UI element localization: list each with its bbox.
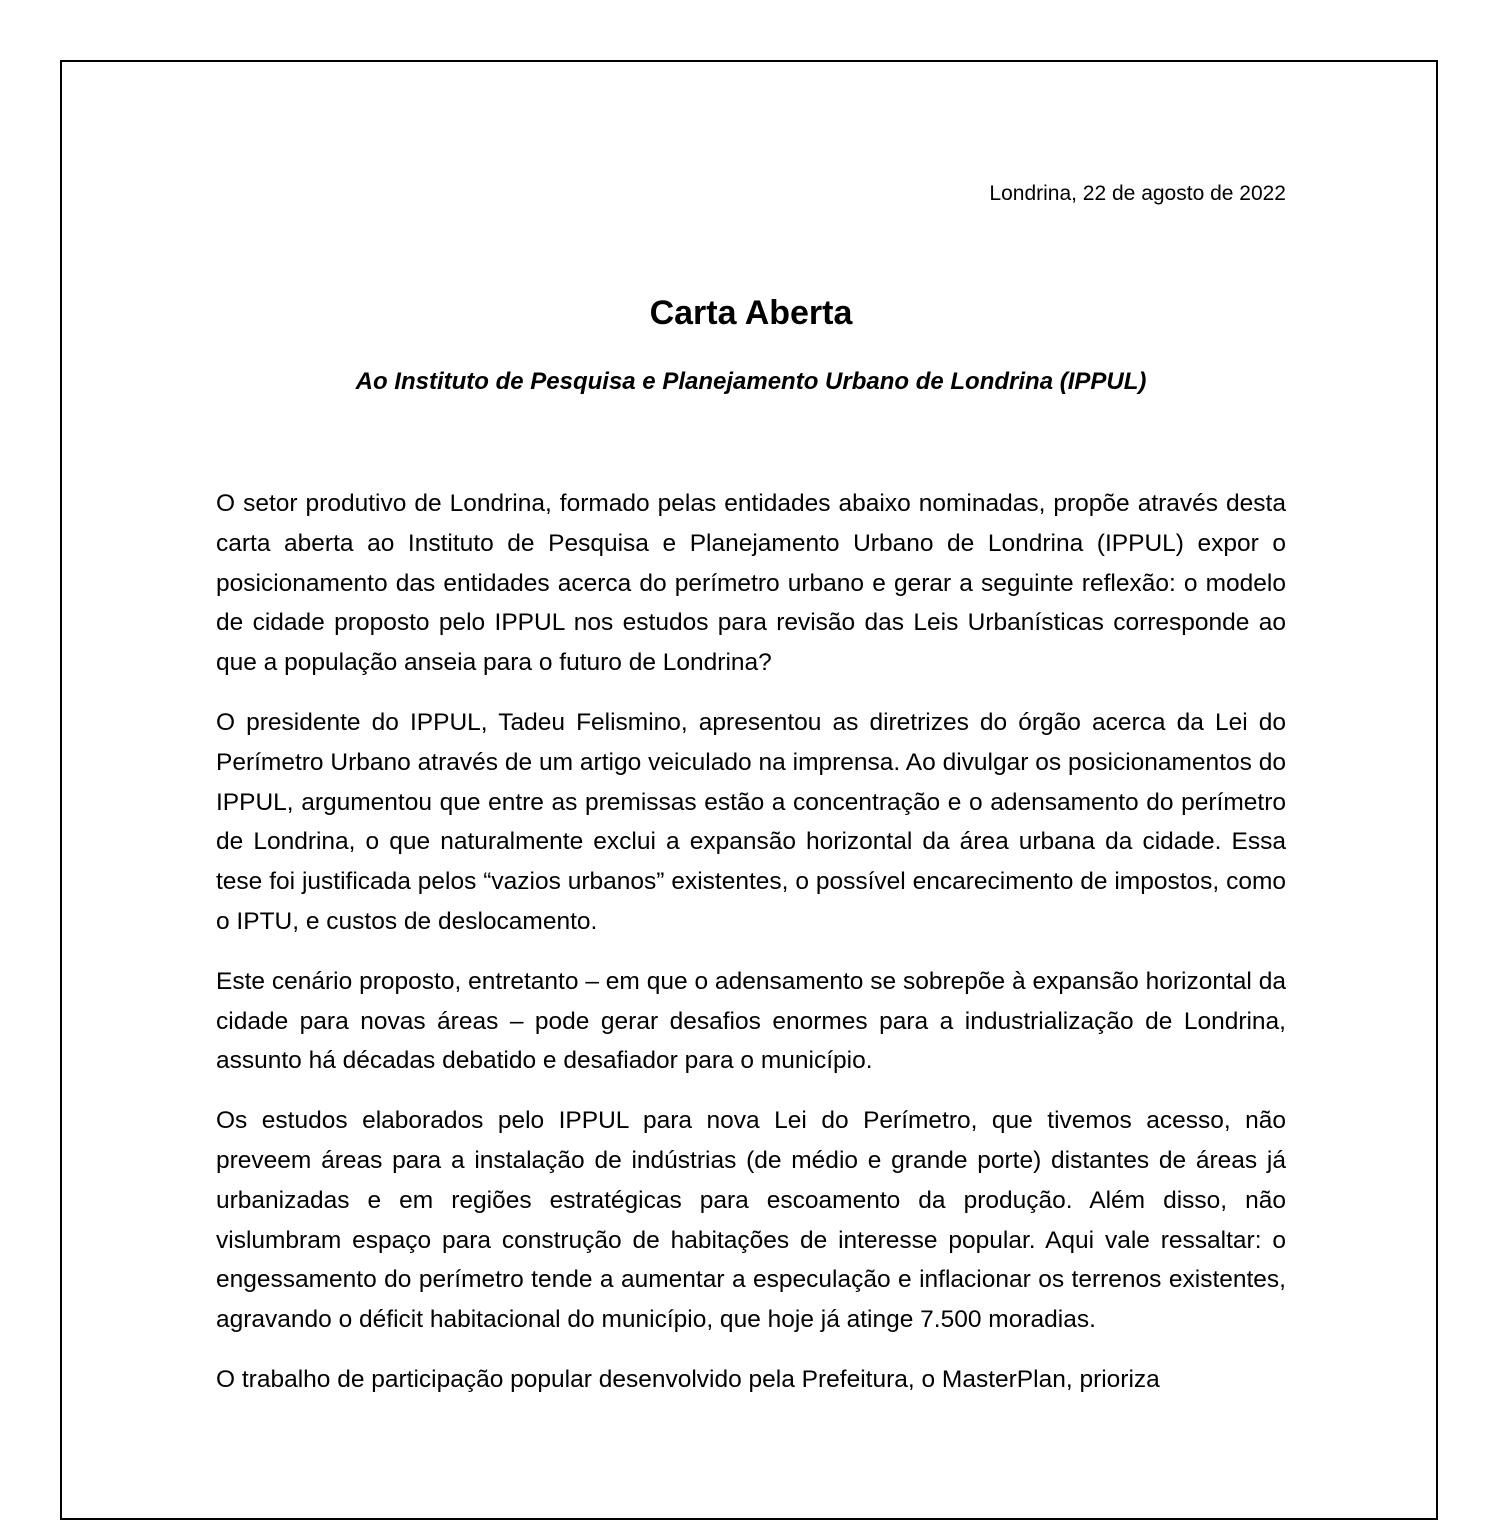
letter-subtitle: Ao Instituto de Pesquisa e Planejamento Urbano de Londrina (IPPUL) (355, 368, 1147, 395)
paragraph-4: Os estudos elaborados pelo IPPUL para nova Lei do Perímetro, que tivemos acesso, não preveem áreas para a instalação de indústrias (de médio e grande porte) distantes de áreas já urbanizadas e em regiões estratégicas para escoamento da produção. Além disso, não vislumbram espaço para construção de habitações de interesse popular. Aqui vale ressaltar: o engessamento do perímetro tende a aumentar a especulação e inflacionar os terrenos existentes, agravando o déficit habitacional do município, que hoje já atinge 7.500 moradias. (216, 1107, 1286, 1334)
letter-body (216, 484, 1286, 1420)
paragraph-5: O trabalho de participação popular desenvolvido pela Prefeitura, o MasterPlan, prioriza (216, 1365, 1160, 1393)
paragraph-2: O presidente do IPPUL, Tadeu Felismino, apresentou as diretrizes do órgão acerca da Lei do Perímetro Urbano através de um artigo veiculado na imprensa. Ao divulgar os posicionamentos do IPPUL, argumentou que entre as premissas estão a concentração e o adensamento do perímetro de Londrina, o que naturalmente exclui a expansão horizontal da área urbana da cidade. Essa tese foi justificada pelos “vazios urbanos” existentes, o possível encarecimento de impostos, como o IPTU, e custos de deslocamento. (216, 708, 1286, 935)
paragraph-1: O setor produtivo de Londrina, formado pelas entidades abaixo nominadas, propõe através desta carta aberta ao Instituto de Pesquisa e Planejamento Urbano de Londrina (IPPUL) expor o posicionamento das entidades acerca do perímetro urbano e gerar a seguinte reflexão: o modelo de cidade proposto pelo IPPUL nos estudos para revisão das Leis Urbanísticas corresponde ao que a população anseia para o futuro de Londrina? (216, 490, 1286, 677)
letter-date: Londrina, 22 de agosto de 2022 (989, 182, 1286, 205)
paragraph-3: Este cenário proposto, entretanto – em que o adensamento se sobrepõe à expansão horizontal da cidade para novas áreas – pode gerar desafios enormes para a industrialização de Londrina, assunto há décadas debatido e desafiador para o município. (216, 967, 1286, 1075)
document-page (60, 60, 1438, 1520)
letter-title: Carta Aberta (649, 294, 853, 332)
